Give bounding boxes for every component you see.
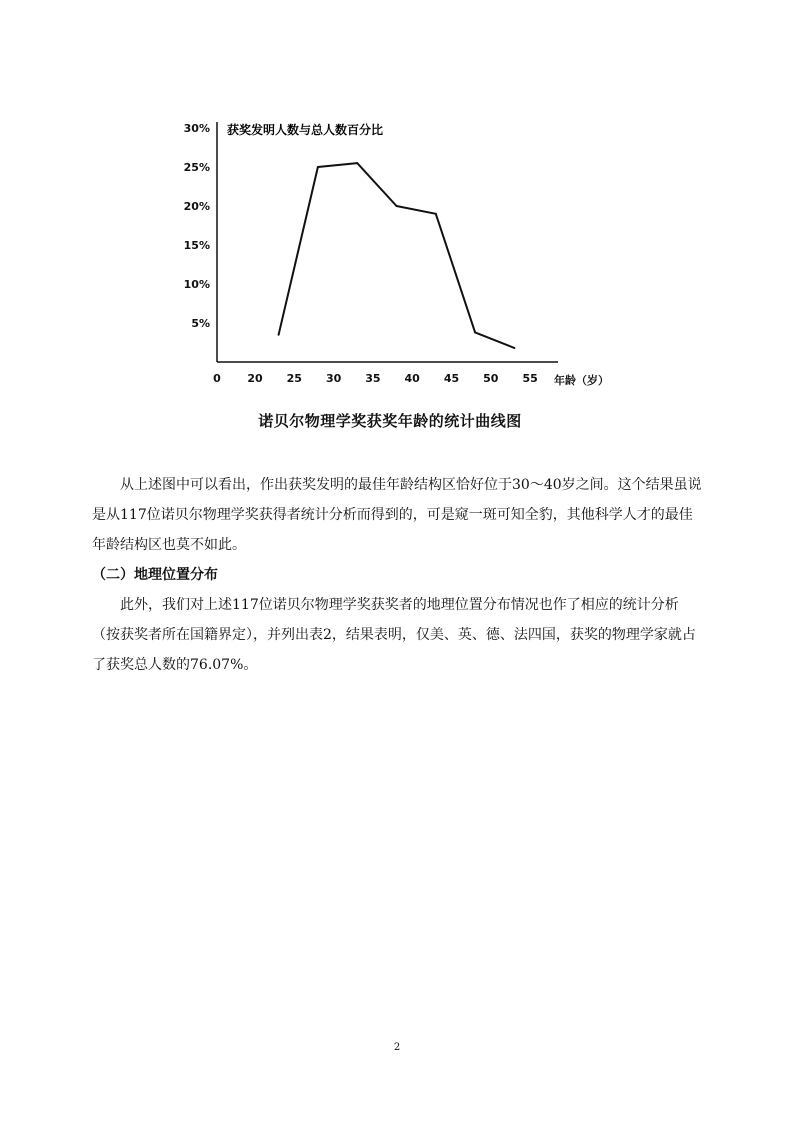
data-point [435,213,437,215]
y-tick-label: 20% [183,200,210,213]
x-tick-label: 50 [483,372,499,385]
page-number: 2 [393,1042,401,1053]
x-tick-label: 45 [443,372,460,385]
line-chart [160,100,620,400]
chart-title: 获奖发明人数与总人数百分比 [227,123,384,137]
series-line [279,163,515,348]
section-heading: （二）地理位置分布 [92,567,218,583]
x-tick-label: 55 [522,372,538,385]
x-axis-label: 年龄（岁） [554,374,609,387]
x-tick-label: 0 [213,372,221,385]
y-tick-label: 30% [183,122,210,135]
y-tick-label: 15% [183,239,210,252]
data-point [317,166,319,168]
data-point [474,331,476,333]
data-point [513,347,515,349]
x-tick-label: 20 [247,372,263,385]
data-point [278,334,280,336]
figure-caption: 诺贝尔物理学奖获奖年龄的统计曲线图 [258,412,522,430]
x-tick-label: 25 [286,372,302,385]
paragraph: 此外，我们对上述117位诺贝尔物理学奖获奖者的地理位置分布情况也作了相应的统计分析（按获奖者所在国籍界定），并列出表2，结果表明，仅美、英、德、法四国，获奖的物理学家就占了获奖总人数的76.07%。 [92,597,696,673]
x-tick-label: 35 [365,372,381,385]
y-tick-label: 5% [191,317,210,330]
y-tick-label: 25% [183,161,210,174]
body-text [92,470,706,680]
x-tick-label: 40 [404,372,420,385]
chart-figure [160,100,620,445]
x-tick-label: 30 [325,372,342,385]
data-point [395,205,397,207]
y-tick-label: 10% [183,278,210,291]
paragraph: 从上述图中可以看出，作出获奖发明的最佳年龄结构区恰好位于30～40岁之间。这个结果虽说是从117位诺贝尔物理学奖获得者统计分析而得到的，可是窥一斑可知全豹，其他科学人才的最佳年龄结构区也莫不如此。 [92,477,702,553]
data-point [356,162,358,164]
